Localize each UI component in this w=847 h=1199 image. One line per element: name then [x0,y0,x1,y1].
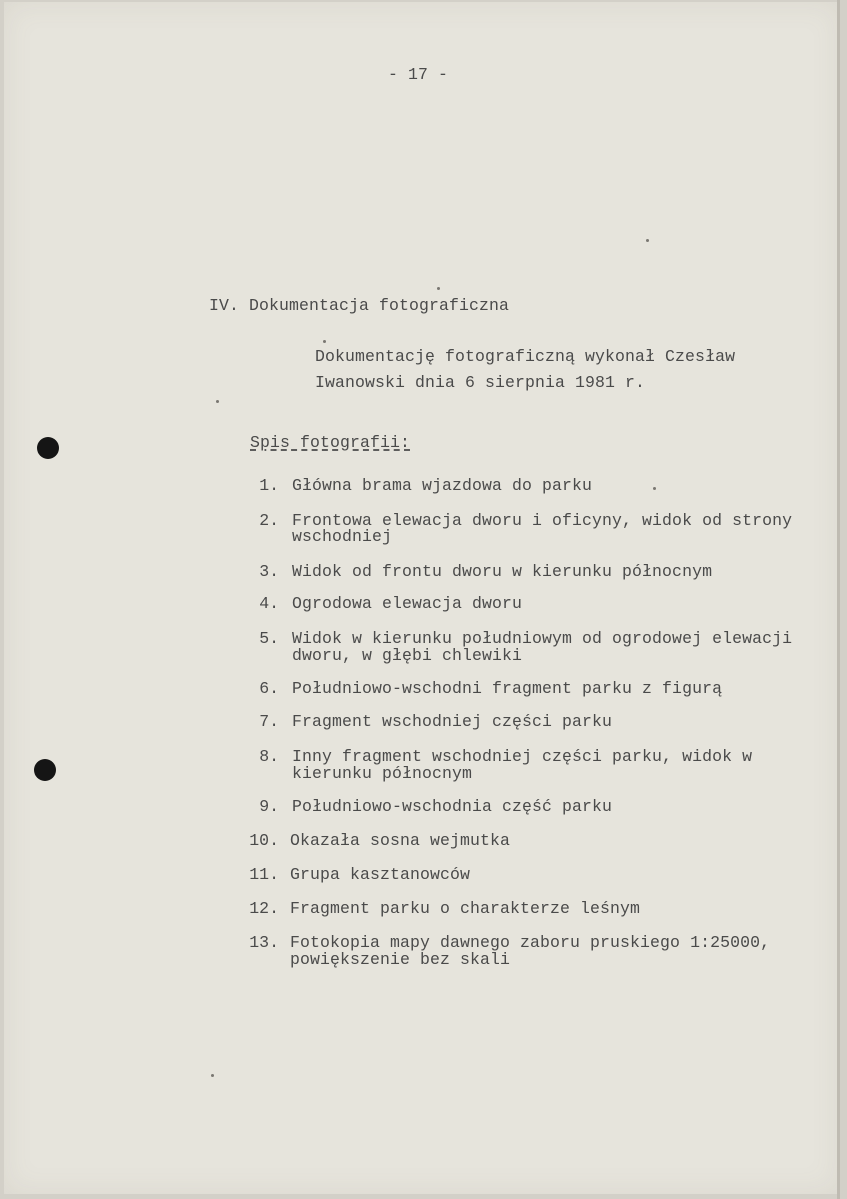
speck [653,487,656,490]
item-number: 5. [259,629,279,648]
item-text: Południowo-wschodni fragment parku z figurą [292,679,723,698]
item-number: 8. [259,747,279,766]
item-text: Grupa kasztanowców [290,865,471,884]
item-number: 6. [259,679,279,698]
speck [211,1074,214,1077]
item-number: 7. [259,712,279,731]
item-number: 12. [249,899,279,918]
item-number: 4. [259,594,279,613]
item-text: Południowo-wschodnia część parku [292,797,613,816]
item-number: 1. [259,476,279,495]
item-text: Fragment parku o charakterze leśnym [290,899,641,918]
item-text-continued: powiększenie bez skali [290,950,511,969]
intro-line-1: Dokumentację fotograficzną wykonał Czesław [315,347,736,366]
item-text: Frontowa elewacja dworu i oficyny, widok od strony [292,511,793,530]
item-number: 3. [259,562,279,581]
section-heading: IV. Dokumentacja fotograficzna [209,296,510,315]
item-text: Główna brama wjazdowa do parku [292,476,593,495]
item-number: 9. [259,797,279,816]
item-text: Widok w kierunku południowym od ogrodowej elewacji [292,629,793,648]
speck [323,340,326,343]
item-text-continued: dworu, w głębi chlewiki [292,646,523,665]
item-text-continued: wschodniej [292,527,393,546]
item-text-continued: kierunku północnym [292,764,473,783]
item-text: Okazała sosna wejmutka [290,831,511,850]
item-text: Fragment wschodniej części parku [292,712,613,731]
item-text: Ogrodowa elewacja dworu [292,594,523,613]
page-edge [837,0,840,1199]
item-number: 10. [249,831,279,850]
item-number: 13. [249,933,279,952]
speck [437,287,440,290]
item-text: Inny fragment wschodniej części parku, widok w [292,747,753,766]
speck [646,239,649,242]
speck [216,400,219,403]
item-text: Widok od frontu dworu w kierunku północnym [292,562,713,581]
item-text: Fotokopia mapy dawnego zaboru pruskiego 1:25000, [290,933,771,952]
item-number: 11. [249,865,279,884]
page-number: - 17 - [388,65,449,84]
list-title: Spis fotografii: [250,433,411,452]
punch-hole [37,437,59,459]
intro-line-2: Iwanowski dnia 6 sierpnia 1981 r. [315,373,646,392]
punch-hole [34,759,56,781]
item-number: 2. [259,511,279,530]
